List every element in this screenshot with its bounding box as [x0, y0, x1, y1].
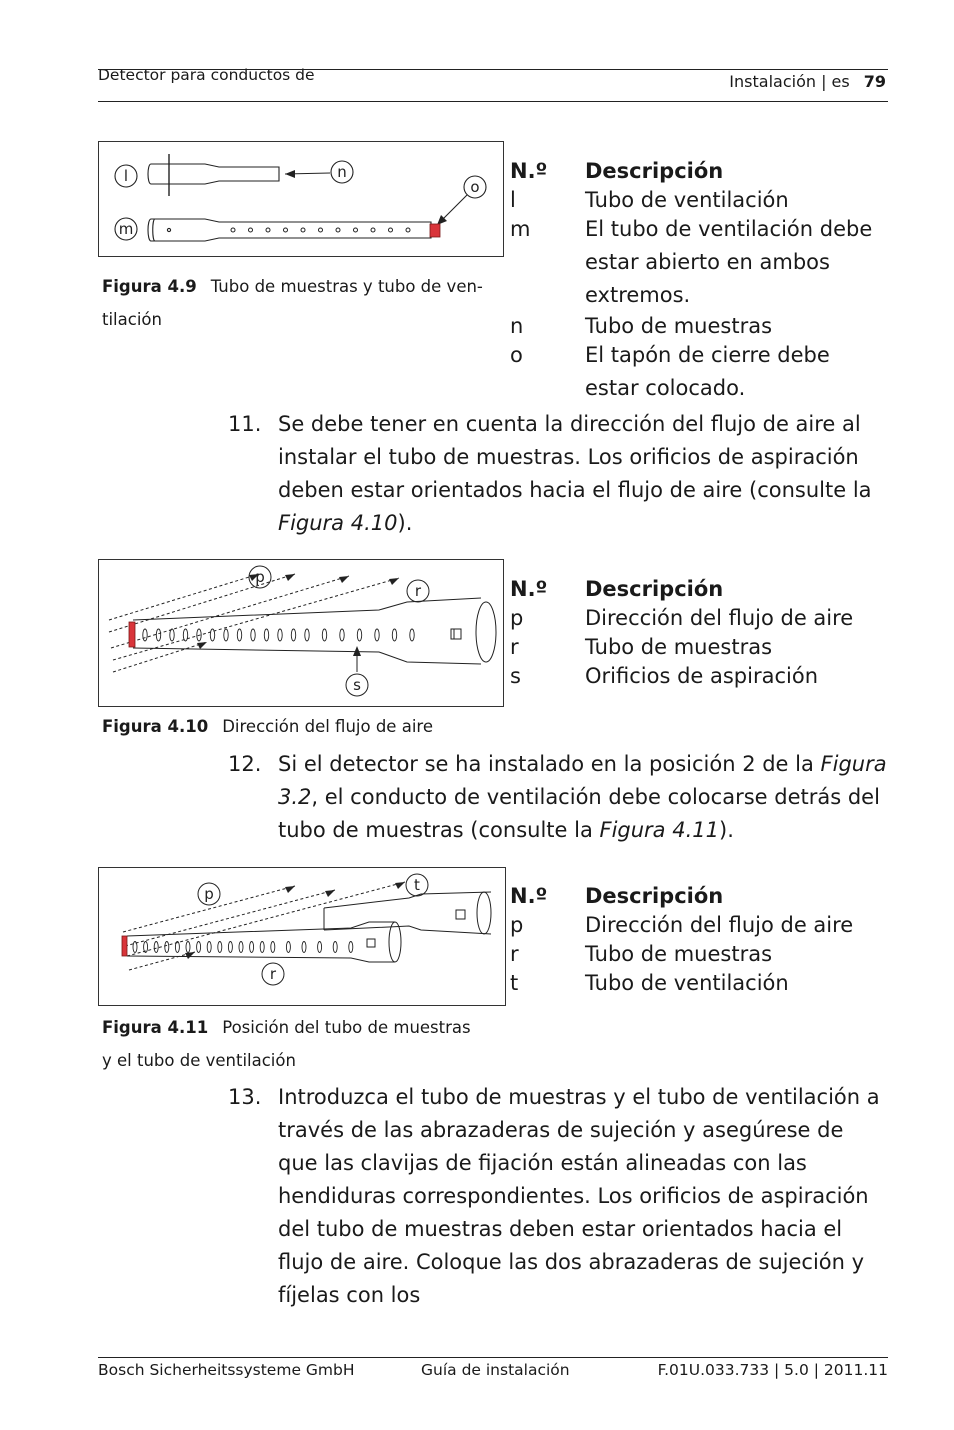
aspiration-hole — [271, 942, 275, 953]
step-11-text-b: ). — [397, 511, 413, 535]
aspiration-hole — [318, 942, 322, 953]
aspiration-hole — [186, 942, 190, 953]
fig410-label-s: s — [353, 676, 361, 694]
aspiration-hole — [264, 629, 268, 641]
fig49-caption-text-1: Tubo de muestras y tubo de ven- — [210, 277, 483, 296]
aspiration-hole — [266, 228, 270, 232]
aspiration-hole — [322, 629, 326, 641]
aspiration-hole — [228, 942, 232, 953]
aspiration-hole — [143, 629, 147, 641]
footer-doc-ref: F.01U.033.733 | 5.0 | 2011.11 — [657, 1361, 888, 1379]
step-13 — [228, 1081, 888, 1312]
fig49-caption-num: Figura 4.9 — [102, 277, 197, 296]
footer-rule — [98, 1357, 888, 1358]
legend411-desc-p: Dirección del flujo de aire — [585, 913, 854, 937]
fig410-caption-num: Figura 4.10 — [102, 717, 209, 736]
legend49-desc-m: El tubo de ventilación debe estar abierto en ambos extremos. — [585, 217, 873, 307]
step-12-text-a: Si el detector se ha instalado en la posición 2 de la — [278, 752, 821, 776]
legend49-key-n: n — [510, 314, 524, 338]
legend49-desc-n: Tubo de muestras — [585, 314, 773, 338]
legend49-key-m: m — [510, 217, 531, 241]
legend49-key-l: l — [510, 188, 516, 212]
aspiration-hole — [291, 629, 295, 641]
step-12 — [228, 748, 888, 847]
aspiration-hole — [389, 228, 393, 232]
fig49-label-n: n — [337, 163, 347, 181]
fig411-caption-text-2: y el tubo de ventilación — [102, 1051, 296, 1070]
legend-4-10 — [510, 575, 885, 691]
figure-4-10-caption — [102, 710, 522, 743]
fig411-caption-num: Figura 4.11 — [102, 1018, 209, 1037]
fig410-label-p: p — [255, 568, 265, 586]
header-section — [729, 72, 886, 91]
step-13-text: Introduzca el tubo de muestras y el tubo de ventilación a través de las abrazaderas de sujeción y asegúrese de que las clavijas de fijación están alineadas con las hendiduras correspondientes. Los orificios de aspiración del tubo de muestras deben estar orientados hacia el flujo de aire. Coloque las dos abrazaderas de sujeción y fíjelas con los — [278, 1085, 880, 1307]
aspiration-hole — [250, 942, 254, 953]
aspiration-hole — [349, 942, 353, 953]
header-document-title: Detector para conductos de — [98, 66, 315, 84]
legend411-desc-t: Tubo de ventilación — [585, 971, 789, 995]
aspiration-hole — [154, 942, 158, 953]
step-12-number: 12. — [228, 752, 262, 776]
aspiration-hole — [165, 942, 169, 953]
legend410-desc-s: Orificios de aspiración — [585, 664, 819, 688]
header-rule-bottom — [98, 101, 888, 102]
fig410-caption-text: Dirección del flujo de aire — [222, 717, 433, 736]
aspiration-hole — [371, 228, 375, 232]
figure-4-9 — [98, 141, 504, 257]
legend-4-11 — [510, 882, 885, 998]
figure-4-9-caption — [102, 270, 512, 336]
aspiration-hole — [278, 629, 282, 641]
legend411-col-no: N.º — [510, 884, 548, 908]
aspiration-hole — [175, 942, 179, 953]
legend49-desc-l: Tubo de ventilación — [585, 188, 789, 212]
legend410-key-p: p — [510, 606, 524, 630]
figure-4-11 — [98, 867, 506, 1006]
fig411-label-p: p — [204, 885, 214, 903]
aspiration-hole — [156, 629, 160, 641]
legend410-col-no: N.º — [510, 577, 548, 601]
aspiration-hole — [375, 629, 379, 641]
aspiration-hole — [239, 942, 243, 953]
aspiration-hole — [284, 228, 288, 232]
aspiration-hole — [406, 228, 410, 232]
step-12-figure-ref-1: Figura 3.2 — [278, 752, 887, 809]
aspiration-hole — [319, 228, 323, 232]
legend-4-9 — [510, 157, 885, 405]
aspiration-hole — [237, 629, 241, 641]
aspiration-hole — [302, 942, 306, 953]
fig411-label-r: r — [269, 965, 277, 983]
legend410-key-s: s — [510, 664, 521, 688]
step-11-text-a: Se debe tener en cuenta la dirección del flujo de aire al instalar el tubo de muestras. Los orificios de aspiración deben estar orientados hacia el flujo de aire (consulte la — [278, 412, 872, 502]
aspiration-hole — [183, 629, 187, 641]
legend49-key-o: o — [510, 343, 523, 367]
fig49-label-o: o — [470, 178, 480, 196]
fig411-label-t: t — [414, 876, 420, 894]
aspiration-hole — [231, 228, 235, 232]
step-11-text — [278, 408, 888, 540]
step-12-figure-ref-2: Figura 4.11 — [599, 818, 719, 842]
fig49-caption-text-2: tilación — [102, 310, 162, 329]
aspiration-hole — [260, 942, 264, 953]
fig410-label-r: r — [414, 582, 422, 600]
legend411-col-desc: Descripción — [585, 884, 724, 908]
header-rule-top — [98, 69, 888, 70]
aspiration-hole — [301, 228, 305, 232]
legend410-key-r: r — [510, 635, 519, 659]
legend49-col-no: N.º — [510, 159, 548, 183]
page-number: 79 — [863, 72, 886, 91]
aspiration-hole — [286, 942, 290, 953]
legend411-key-p: p — [510, 913, 524, 937]
footer-doc-title: Guía de instalación — [421, 1361, 570, 1379]
legend411-key-t: t — [510, 971, 519, 995]
aspiration-hole — [170, 629, 174, 641]
aspiration-hole — [251, 629, 255, 641]
aspiration-hole — [357, 629, 361, 641]
figure-4-11-caption — [102, 1011, 522, 1077]
aspiration-hole — [392, 629, 396, 641]
step-11 — [228, 408, 888, 540]
aspiration-hole — [333, 942, 337, 953]
step-11-number: 11. — [228, 412, 262, 436]
legend410-desc-p: Dirección del flujo de aire — [585, 606, 854, 630]
footer-company: Bosch Sicherheitssysteme GmbH — [98, 1361, 355, 1379]
fig411-caption-text-1: Posición del tubo de muestras — [222, 1018, 471, 1037]
step-12-text — [278, 748, 888, 847]
aspiration-hole — [410, 629, 414, 641]
legend410-desc-r: Tubo de muestras — [585, 635, 773, 659]
header-section-label: Instalación | es — [729, 72, 850, 91]
aspiration-hole — [340, 629, 344, 641]
step-12-text-b: , el conducto de ventilación debe colocarse detrás del tubo de muestras (consulte la — [278, 785, 880, 842]
aspiration-hole — [249, 228, 253, 232]
aspiration-hole — [218, 942, 222, 953]
step-11-figure-ref: Figura 4.10 — [278, 511, 398, 535]
step-13-number: 13. — [228, 1085, 262, 1109]
aspiration-hole — [197, 942, 201, 953]
legend411-desc-r: Tubo de muestras — [585, 942, 773, 966]
aspiration-hole — [207, 942, 211, 953]
fig49-label-m: m — [118, 220, 134, 238]
aspiration-hole — [224, 629, 228, 641]
legend410-col-desc: Descripción — [585, 577, 724, 601]
legend49-col-desc: Descripción — [585, 159, 724, 183]
aspiration-hole — [305, 629, 309, 641]
fig49-label-l: l — [123, 167, 129, 185]
aspiration-hole — [336, 228, 340, 232]
legend49-desc-o: El tapón de cierre debe estar colocado. — [585, 343, 830, 400]
aspiration-hole — [133, 942, 137, 953]
step-12-text-c: ). — [719, 818, 734, 842]
aspiration-hole — [354, 228, 358, 232]
figure-4-10 — [98, 559, 504, 707]
legend411-key-r: r — [510, 942, 519, 966]
aspiration-hole — [210, 629, 214, 641]
